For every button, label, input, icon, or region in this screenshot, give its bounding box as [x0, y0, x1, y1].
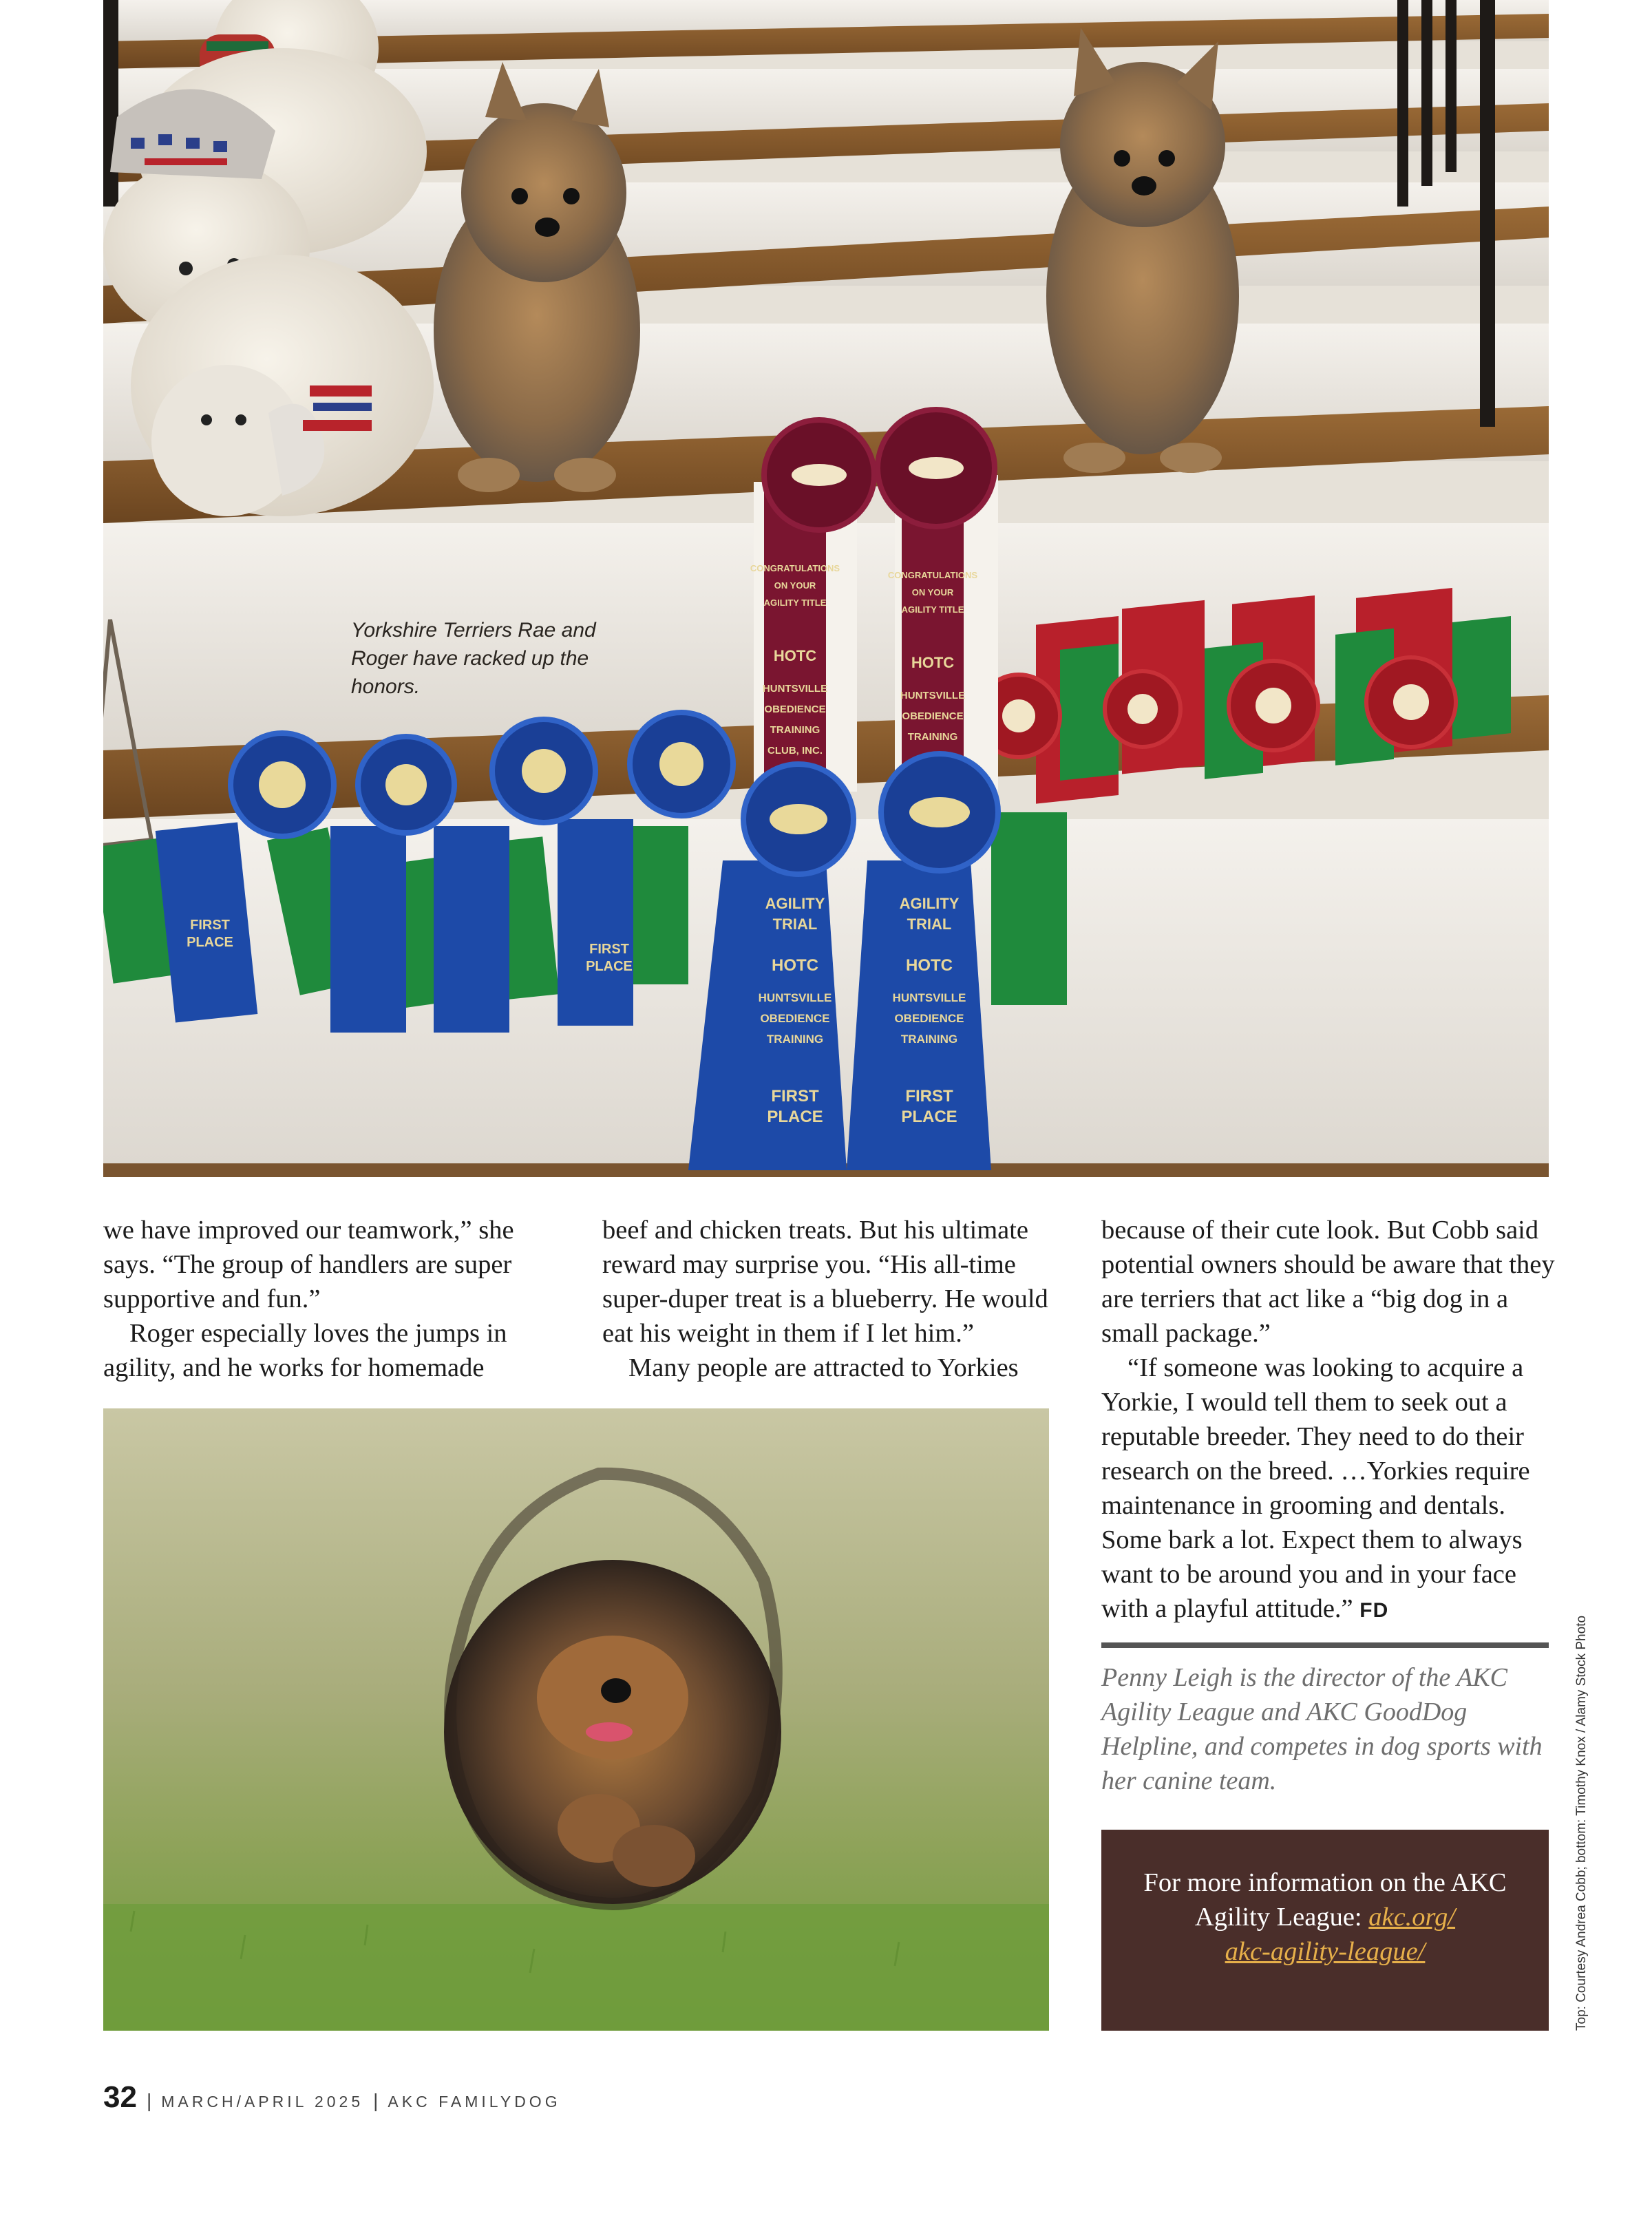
ribbon-front2-place-line2: PLACE — [901, 1108, 957, 1126]
ribbon-front2-club-line3: TRAINING — [900, 1033, 958, 1046]
ribbon-congrats-line3: AGILITY TITLE — [763, 598, 827, 608]
ribbon-club-line4: CLUB, INC. — [767, 745, 823, 757]
ribbon-congrats-line1: CONGRATULATIONS — [750, 563, 840, 573]
page-number: 32 — [103, 2080, 137, 2114]
ribbon-front1-club-line2: OBEDIENCE — [760, 1012, 830, 1025]
ribbon2-club-line2: OBEDIENCE — [902, 710, 964, 722]
photo-credit: Top: Courtesy Andrea Cobb; bottom: Timothy Knox / Alamy Stock Photo — [1574, 1615, 1589, 2031]
ribbon-front2-club: HOTC — [906, 956, 953, 975]
ribbon2-congrats-line2: ON YOUR — [911, 587, 954, 598]
ribbon2-congrats-line3: AGILITY TITLE — [901, 604, 964, 615]
magazine-name: AKC FAMILYDOG — [388, 2093, 561, 2111]
ribbon-front2-club-line2: OBEDIENCE — [894, 1012, 964, 1025]
article-column-3 — [1101, 1213, 1556, 1628]
folio-separator-2: | — [373, 2090, 379, 2111]
article-column-2 — [602, 1213, 1070, 1385]
ribbon-front1-club: HOTC — [772, 956, 818, 975]
dog-roger-illustration — [1046, 28, 1239, 473]
ribbon-mid-place-line2: PLACE — [586, 959, 633, 974]
ribbon-front1-trial-line2: TRIAL — [772, 916, 818, 933]
info-box — [1101, 1830, 1549, 2031]
column-1-paragraph-2: Roger especially loves the jumps in agility, and he works for homemade — [103, 1319, 507, 1382]
ribbon-front1-place-line2: PLACE — [767, 1108, 823, 1126]
photo-caption: Yorkshire Terriers Rae and Roger have racked up the honors. — [351, 619, 596, 698]
info-box-text: For more information on the AKC Agility League: — [1143, 1868, 1507, 1932]
ribbon-club-abbrev: HOTC — [773, 647, 817, 664]
ribbon-club-line2: OBEDIENCE — [764, 704, 826, 715]
bio-divider — [1101, 1642, 1549, 1648]
ribbon-mid-place-line1: FIRST — [589, 942, 629, 957]
agility-league-link-part1: akc.org/ — [1368, 1903, 1456, 1932]
page-folio — [103, 2080, 561, 2115]
bottom-photo — [103, 1408, 1049, 2031]
ribbon2-club-line1: HUNTSVILLE — [900, 690, 966, 701]
author-bio: Penny Leigh is the director of the AKC Agility League and AKC GoodDog Helpline, and competes in dog sports with her canine team. — [1101, 1663, 1543, 1795]
ribbon-front1-trial-line1: AGILITY — [765, 895, 825, 912]
top-photo — [103, 0, 1549, 1177]
ribbon2-congrats-line1: CONGRATULATIONS — [887, 570, 978, 580]
ribbon-front2-trial-line1: AGILITY — [899, 895, 960, 912]
column-2-paragraph-1: beef and chicken treats. But his ultimate reward may surprise you. “His all-time super-duper treat is a blueberry. He would eat his weight in them if I let him.” — [602, 1216, 1048, 1348]
column-2-paragraph-2: Many people are attracted to Yorkies — [628, 1353, 1019, 1382]
column-3-paragraph-2 — [1101, 1351, 1556, 1628]
ribbon2-club-line3: TRAINING — [907, 731, 958, 743]
ribbon-left-place-line1: FIRST — [190, 918, 230, 933]
ribbon-congrats-line2: ON YOUR — [774, 580, 816, 591]
issue-date: MARCH/APRIL 2025 — [161, 2093, 364, 2111]
column-3-paragraph-1: because of their cute look. But Cobb said potential owners should be aware that they are terriers that act like a “big dog in a small package.” — [1101, 1216, 1555, 1348]
ribbon-front1-club-line3: TRAINING — [766, 1033, 824, 1046]
ribbon-club-line1: HUNTSVILLE — [762, 683, 828, 695]
ribbon2-club-abbrev: HOTC — [911, 654, 955, 671]
ribbon-left-place-line2: PLACE — [187, 935, 233, 950]
ribbon-front1-club-line1: HUNTSVILLE — [758, 991, 832, 1004]
ribbon-front2-club-line1: HUNTSVILLE — [892, 991, 966, 1004]
ribbon-front2-place-line1: FIRST — [905, 1087, 953, 1106]
article-column-1 — [103, 1213, 571, 1385]
end-mark: FD — [1359, 1599, 1389, 1622]
ribbon-front1-place-line1: FIRST — [771, 1087, 819, 1106]
column-1-paragraph-1: we have improved our teamwork,” she says. “The group of handlers are super supportive and fun.” — [103, 1216, 514, 1313]
agility-league-link-part2: akc-agility-league/ — [1225, 1937, 1426, 1966]
folio-separator-1: | — [146, 2090, 152, 2111]
column-3-paragraph-2-text: “If someone was looking to acquire a Yorkie, I would tell them to seek out a reputable breeder. They need to do their research on the breed. …Yorkies require maintenance in grooming and dentals. Some bark a lot. Expect them to always want to be around you and in your face with a playful attitude.” — [1101, 1353, 1530, 1623]
ribbon-club-line3: TRAINING — [770, 724, 820, 736]
ribbon-front2-trial-line2: TRIAL — [907, 916, 952, 933]
